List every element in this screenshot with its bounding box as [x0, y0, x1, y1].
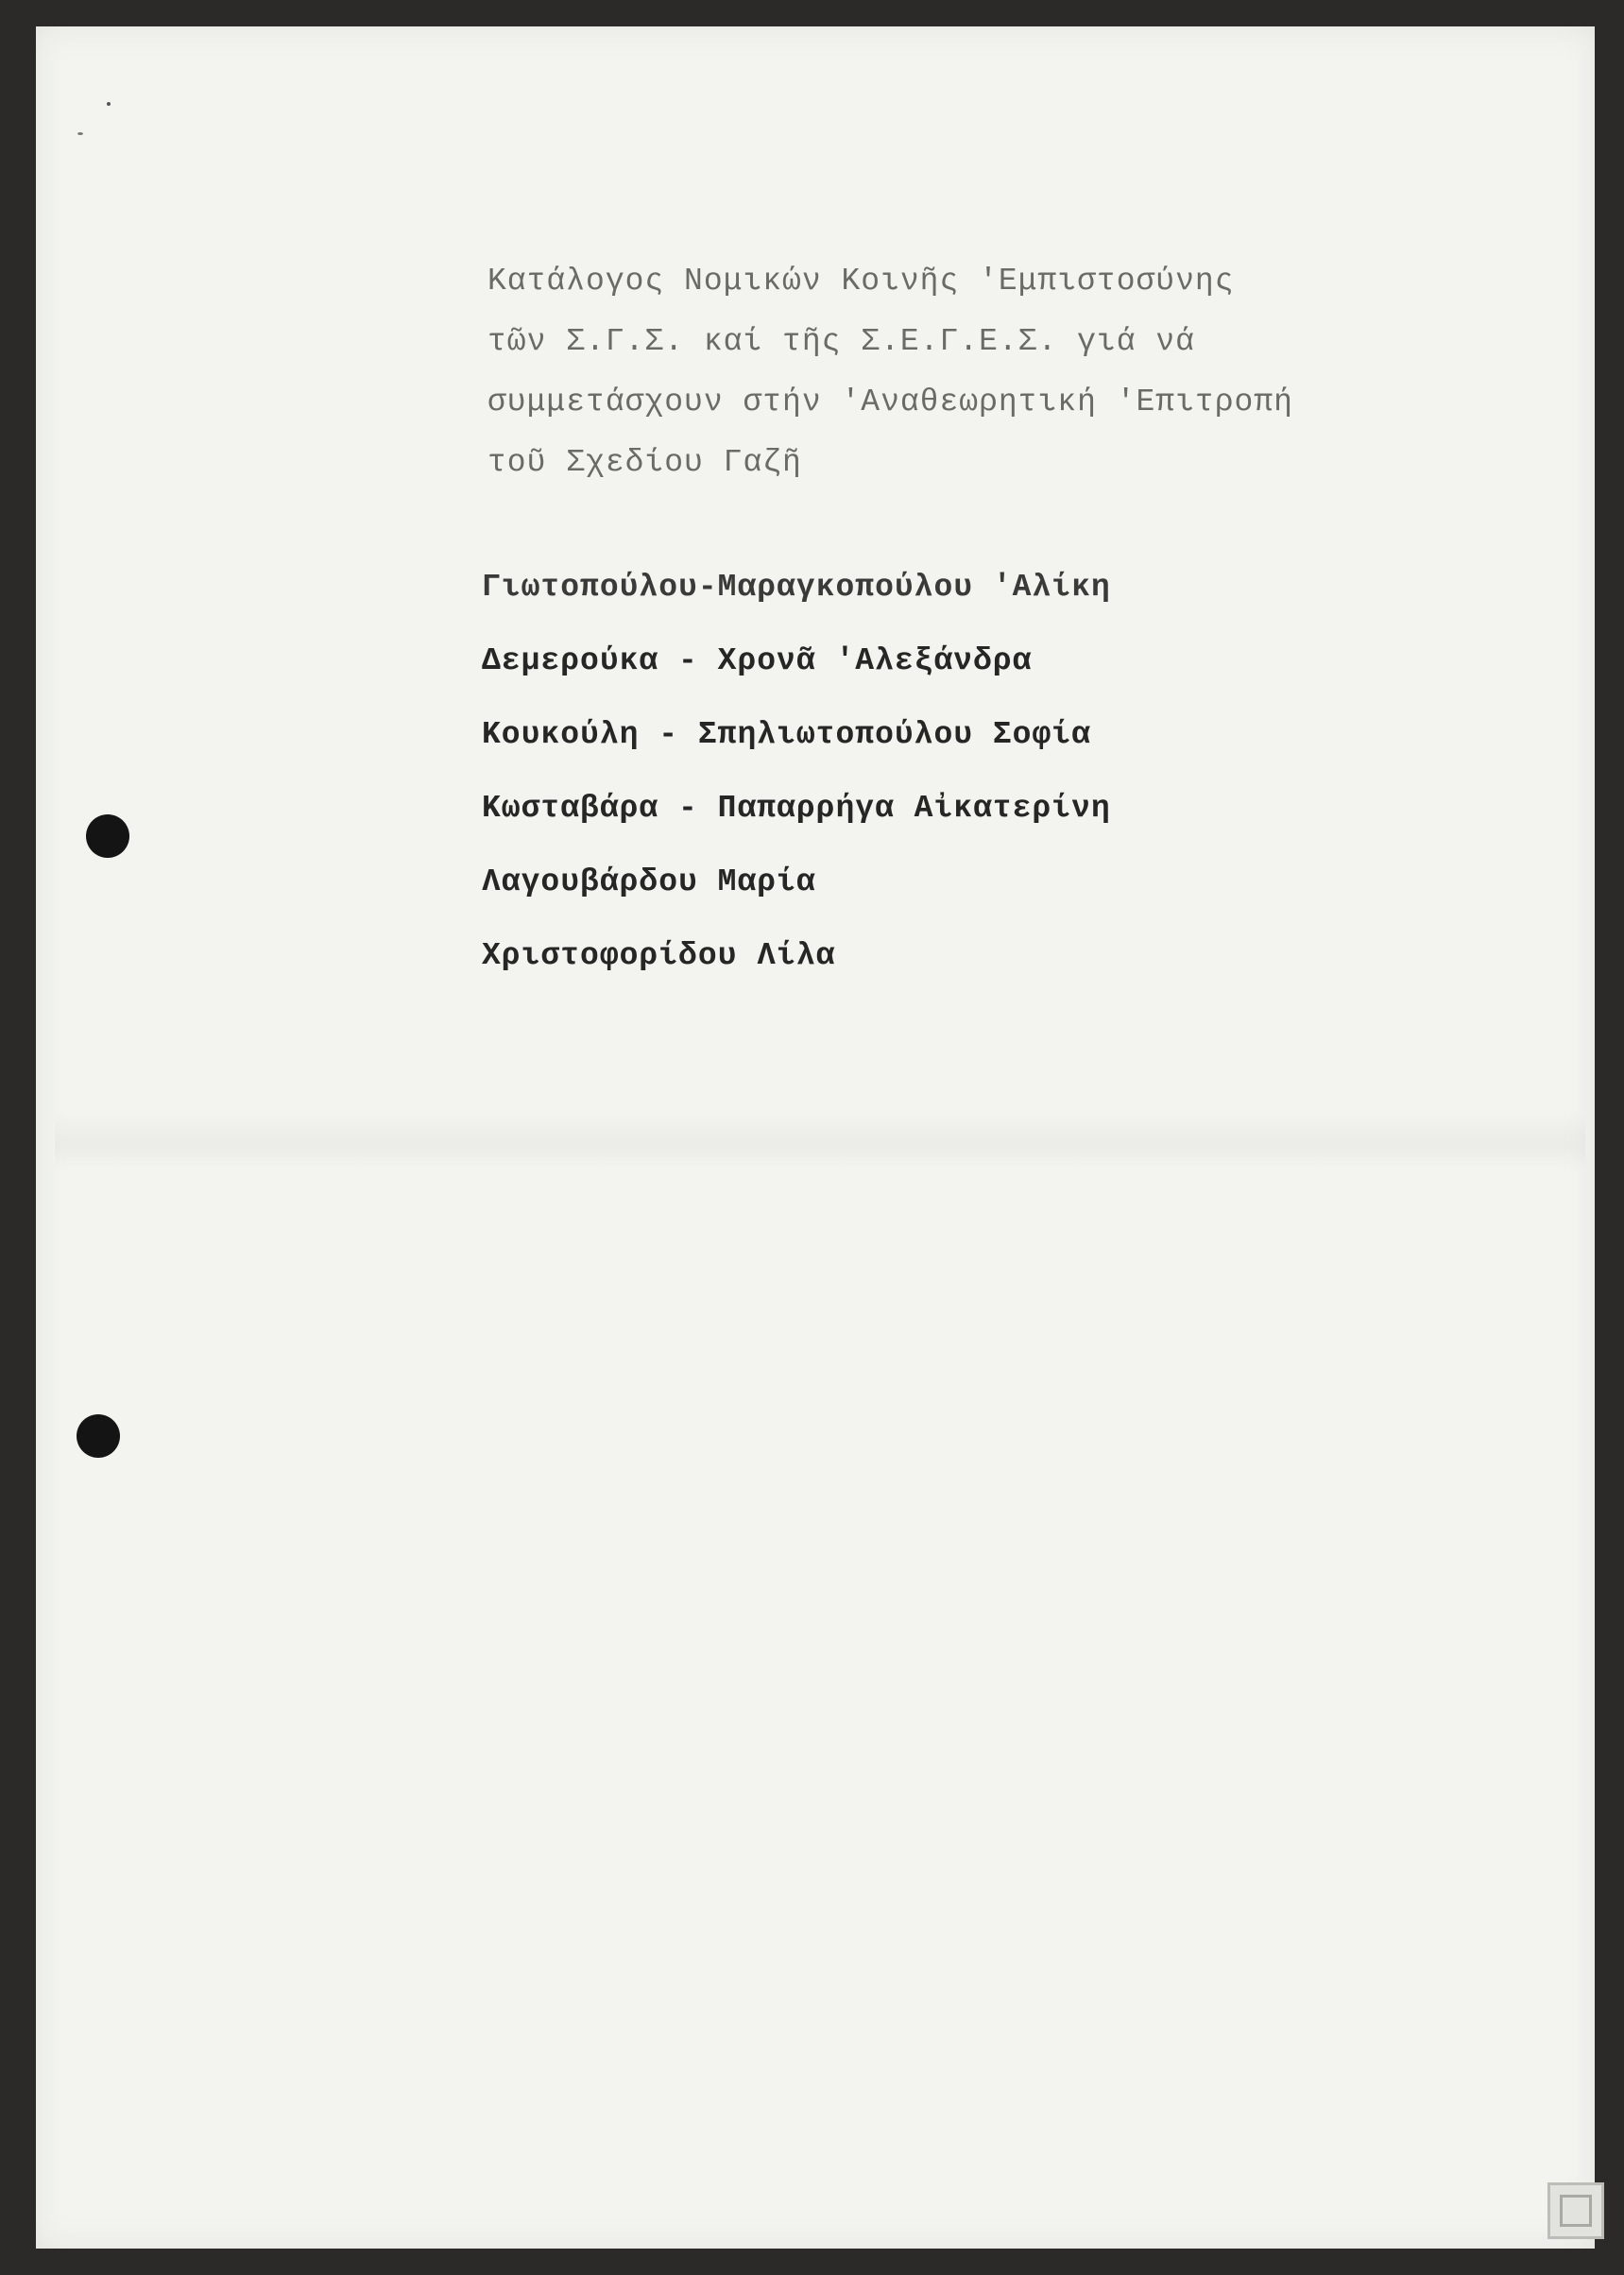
- heading-line: συμμετάσχουν στήν 'Αναθεωρητική 'Επιτροπή: [487, 385, 1293, 419]
- heading-line: τοῦ Σχεδίου Γαζῆ: [487, 445, 802, 480]
- list-item: Λαγουβάρδου Μαρία: [482, 864, 816, 899]
- names-list: [482, 551, 1111, 993]
- archive-stamp-inner: [1560, 2195, 1592, 2227]
- list-item: Γιωτοπούλου-Μαραγκοπούλου 'Αλίκη: [482, 570, 1111, 605]
- punch-hole-bottom: [77, 1414, 120, 1458]
- archive-stamp-icon: [1547, 2182, 1604, 2239]
- paper-sheet: [36, 26, 1595, 2249]
- ink-speck: [77, 132, 83, 135]
- heading-line: Κατάλογος Νομικών Κοινῆς 'Εμπιστοσύνης: [487, 264, 1235, 299]
- list-item: Χριστοφορίδου Λίλα: [482, 938, 836, 973]
- document-heading: [487, 251, 1293, 493]
- heading-line: τῶν Σ.Γ.Σ. καί τῆς Σ.Ε.Γ.Ε.Σ. γιά νά: [487, 324, 1195, 359]
- list-item: Δεμερούκα - Χρονᾶ 'Αλεξάνδρα: [482, 643, 1033, 678]
- show-through-text: [55, 1113, 1585, 1170]
- punch-hole-top: [86, 814, 129, 858]
- list-item: Κωσταβάρα - Παπαρρήγα Αἰκατερίνη: [482, 791, 1111, 826]
- ink-speck: [107, 102, 111, 106]
- list-item: Κουκούλη - Σπηλιωτοπούλου Σοφία: [482, 717, 1091, 752]
